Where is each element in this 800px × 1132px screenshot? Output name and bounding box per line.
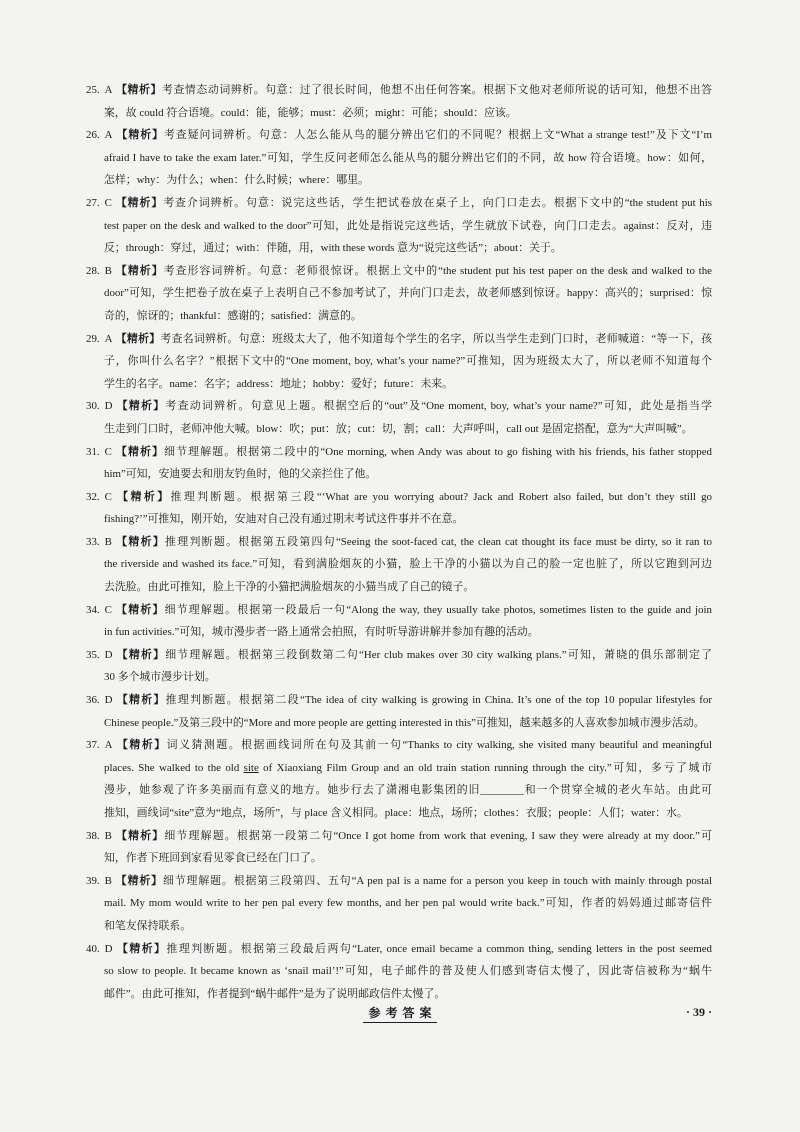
answer-letter: D: [104, 400, 113, 413]
analysis-tag: 【精析】: [115, 129, 164, 142]
answer-item: [86, 260, 712, 328]
line-text: him”可知，安迪要去和朋友钓鱼时，他的父亲拦住了他。: [104, 468, 377, 481]
page-number: · 39 ·: [685, 1005, 712, 1019]
text-line: [86, 192, 712, 215]
line-text: 细节理解题。根据第三段第四、五句“A pen pal is a name for a person you keep in touch with mainly through postal: [162, 874, 712, 887]
answer-item: [86, 192, 712, 260]
footer-title: 参考答案: [363, 1005, 436, 1023]
page-footer: [0, 1004, 800, 1024]
text-line: [104, 802, 712, 825]
line-text: 奇的，惊讶的；thankful：感谢的；satisfied：满意的。: [104, 309, 362, 322]
answer-item: [86, 79, 712, 124]
text-line: [104, 666, 712, 689]
analysis-tag: 【精析】: [115, 739, 167, 752]
text-line: [104, 305, 712, 328]
text-line: [86, 689, 712, 712]
answer-item: [86, 486, 712, 531]
text-line: [86, 644, 712, 667]
analysis-tag: 【精析】: [114, 829, 165, 842]
answer-letter: D: [104, 694, 113, 707]
line-text: 反；through：穿过，通过；with：伴随，用，with these words 意为“说完这些话”；about：关于。: [104, 242, 562, 255]
text-line: [104, 892, 712, 915]
answer-item: [86, 644, 712, 689]
line-text: afraid I have to take the exam later.”可知，学生反问老师怎么能从鸟的腿分辨出它们的不同，故 how 符合语境。how：如何，: [104, 151, 712, 164]
text-line: [86, 260, 712, 283]
text-line: [104, 215, 712, 238]
line-text: 漫步，她参观了许多美丽而有意义的地方。她步行去了潇湘电影集团的旧________和一个贯穿全城的老火车站。由此可: [104, 784, 712, 797]
text-line: [86, 599, 712, 622]
text-line: [86, 825, 712, 848]
text-line: [104, 847, 712, 870]
line-text: 考查情态动词辨析。句意：过了很长时间，他想不出任何答案。根据下文他对老师所说的话可知，他想不出答: [161, 84, 712, 96]
item-number: 33.: [86, 535, 100, 548]
item-number: 31.: [86, 445, 100, 458]
answer-letter: B: [104, 264, 112, 277]
text-line: [104, 282, 712, 305]
answer-item: [86, 441, 712, 486]
answer-letter: D: [104, 942, 113, 955]
line-text: 细节理解题。根据第二段中的“One morning, when Andy was about to go fishing with his friends, his father stopped: [164, 445, 712, 458]
answer-item: [86, 395, 712, 440]
text-line: [86, 124, 712, 147]
text-line: [104, 373, 712, 396]
line-text: 考查介词辨析。句意：说完这些话，学生把试卷放在桌子上，向门口走去。根据下文中的“the student put his: [163, 196, 712, 209]
analysis-tag: 【精析】: [114, 490, 171, 503]
item-number: 29.: [86, 332, 100, 345]
item-number: 27.: [86, 196, 100, 209]
item-number: 40.: [86, 942, 100, 955]
line-text: places. She walked to the old: [104, 761, 244, 774]
text-line: [86, 870, 712, 893]
text-line: [86, 395, 712, 418]
item-number: 37.: [86, 739, 100, 752]
item-number: 39.: [86, 874, 100, 887]
line-text: of Xiaoxiang Film Group and an old train station running through the city.”可知，多亏了城市: [258, 761, 712, 774]
text-line: [104, 508, 712, 531]
answer-letter: C: [104, 196, 112, 209]
analysis-tag: 【精析】: [114, 196, 164, 209]
answer-item: [86, 734, 712, 824]
text-line: [104, 960, 712, 983]
line-text: 推理判断题。根据第三段“‘What are you worrying about? Jack and Robert also failed, but don’t they still go: [170, 490, 712, 503]
analysis-tag: 【精析】: [115, 648, 166, 661]
text-line: [104, 915, 712, 938]
line-text: 考查名词辨析。句意：班级太大了，他不知道每个学生的名字，所以当学生走到门口时，老师喊道：“等一下，孩: [160, 332, 712, 345]
line-text: 30 多个城市漫步计划。: [104, 671, 216, 684]
line-text: door”可知，学生把卷子放在桌子上表明自己不参加考试了，并向门口走去，故老师感到惊讶。happy：高兴的；surprised：惊: [104, 287, 712, 300]
line-text: the riverside and washed its face.”可知，看到满脸烟灰的小猫，脸上干净的小猫以为自己的脸一定也脏了，所以它跑到河边: [104, 558, 712, 571]
answer-item: [86, 531, 712, 599]
item-number: 36.: [86, 694, 100, 707]
answer-letter: A: [104, 129, 113, 142]
line-text: 考查动词辨析。句意见上题。根据空后的“out”及“One moment, boy, what’s your name?”可知，此处是指当学: [165, 400, 712, 413]
line-text: 推理判断题。根据第五段第四句“Seeing the soot-faced cat, the clean cat thought its face must be dirty, so it ran to: [165, 535, 712, 548]
line-text: 细节理解题。根据第三段倒数第二句“Her club makes over 30 city walking plans.”可知，萧晓的俱乐部制定了: [165, 648, 712, 661]
analysis-tag: 【精析】: [114, 264, 164, 277]
answer-letter: B: [104, 874, 112, 887]
answer-item: [86, 689, 712, 734]
line-text: 子，你叫什么名字？”根据下文中的“One moment, boy, what’s your name?”可推知，因为班级太大了，所以老师不知道每个: [104, 355, 712, 368]
text-line: [104, 237, 712, 260]
line-text: 细节理解题。根据第一段第二句“Once I got home from work that evening, I saw they were already at my door.”可: [164, 829, 712, 842]
analysis-tag: 【精析】: [114, 874, 163, 887]
answer-list: [86, 79, 712, 1005]
item-number: 25.: [86, 84, 100, 96]
line-text: 去洗脸。由此可推知，脸上干净的小猫把满脸烟灰的小猫当成了自己的镜子。: [104, 581, 475, 594]
line-text: 邮件”。由此可推知，作者提到“蜗牛邮件”是为了说明邮政信件太慢了。: [104, 987, 446, 1000]
text-line: [104, 779, 712, 802]
answer-item: [86, 825, 712, 870]
analysis-tag: 【精析】: [115, 400, 166, 413]
line-text: mail. My mom would write to her pen pal every few months, and her pen pal would write back.”可知，作者的妈妈通过邮寄信件: [104, 897, 712, 910]
analysis-tag: 【精析】: [115, 84, 162, 96]
line-text: 推理判断题。根据第三段最后两句“Later, once email became a common thing, sending letters in the post seemed: [166, 942, 712, 955]
line-text: in fun activities.”可知，城市漫步者一路上通常会拍照，有时听导游讲解并参加有趣的活动。: [104, 626, 539, 639]
line-text: 考查疑问词辨析。句意：人怎么能从鸟的腿分辨出它们的不同呢？根据上文“What a strange test!”及下文“I’m: [163, 129, 712, 142]
text-line: [104, 102, 712, 125]
answer-letter: C: [104, 490, 112, 503]
text-line: [104, 350, 712, 373]
item-number: 34.: [86, 603, 100, 616]
answer-item: [86, 328, 712, 396]
analysis-tag: 【精析】: [114, 445, 165, 458]
line-text: 案，故 could 符合语境。could：能，能够；must：必须；might：可能；should：应该。: [104, 106, 517, 119]
analysis-tag: 【精析】: [115, 942, 167, 955]
text-line: [86, 441, 712, 464]
analysis-tag: 【精析】: [114, 603, 165, 616]
text-line: [104, 418, 712, 441]
analysis-tag: 【精析】: [114, 535, 166, 548]
line-text: 和笔友保持联系。: [104, 919, 192, 932]
line-text: fishing?’”可推知，刚开始，安迪对自己没有通过期末考试这件事并不在意。: [104, 513, 464, 526]
text-line: [86, 79, 712, 102]
analysis-tag: 【精析】: [115, 694, 166, 707]
answer-letter: A: [104, 332, 113, 345]
line-text: Chinese people.”及第三段中的“More and more people are getting interested in this”可推知，越来越多的人喜欢参加城市漫步活动。: [104, 716, 705, 729]
answer-letter: B: [104, 829, 112, 842]
text-line: [104, 983, 712, 1006]
answer-letter: A: [104, 84, 113, 96]
text-line: [104, 147, 712, 170]
line-text: 学生的名字。name：名字；address：地址；hobby：爱好；future：未来。: [104, 377, 454, 390]
line-text: 细节理解题。根据第一段最后一句“Along the way, they usually take photos, sometimes listen to the guide and join: [164, 603, 712, 616]
text-line: [104, 712, 712, 735]
answer-item: [86, 938, 712, 1006]
item-number: 38.: [86, 829, 100, 842]
item-number: 32.: [86, 490, 100, 503]
line-text: 推理判断题。根据第二段“The idea of city walking is growing in China. It’s one of the top 10 popular lifestyles for: [165, 694, 712, 707]
item-number: 28.: [86, 264, 100, 277]
line-text: 推知，画线词“site”意为“地点，场所”，与 place 含义相同。place：地点，场所；clothes：衣服；people：人们；water：水。: [104, 807, 688, 819]
answer-letter: C: [104, 603, 112, 616]
text-line: [104, 621, 712, 644]
text-line: [104, 169, 712, 192]
line-text: test paper on the desk and walked to the door”可知，此处是指说完这些话，学生就放下试卷，向门口走去。against：反对，违: [104, 219, 712, 232]
line-text: 词义猜测题。根据画线词所在句及其前一句“Thanks to city walking, she visited many beautiful and meaningful: [166, 739, 712, 752]
answer-item: [86, 599, 712, 644]
underlined-word: site: [243, 761, 259, 774]
analysis-tag: 【精析】: [115, 332, 161, 345]
line-text: 考查形容词辨析。句意：老师很惊讶。根据上文中的“the student put his test paper on the desk and walked to the: [163, 264, 712, 277]
text-line: [104, 463, 712, 486]
answer-letter: C: [104, 445, 112, 458]
item-number: 35.: [86, 648, 100, 661]
text-line: [86, 938, 712, 961]
answer-letter: D: [104, 648, 113, 661]
answer-letter: A: [104, 739, 113, 752]
answer-letter: B: [104, 535, 112, 548]
text-line: [104, 553, 712, 576]
line-text: 生走到门口时，老师冲他大喊。blow：吹；put：放；cut：切，割；call：大声呼叫，call out 是固定搭配，意为“大声叫喊”。: [104, 422, 693, 435]
text-line: [86, 486, 712, 509]
text-line: [86, 734, 712, 757]
text-line: [86, 328, 712, 351]
item-number: 30.: [86, 400, 100, 413]
line-text: 知，作者下班回到家看见零食已经在门口了。: [104, 852, 322, 865]
answer-item: [86, 870, 712, 938]
text-line: [86, 531, 712, 554]
line-text: so slow to people. It became known as ‘snail mail’!”可知，电子邮件的普及使人们感到寄信太慢了，因此寄信被称为“蜗牛: [104, 965, 712, 978]
line-text: 怎样；why：为什么；when：什么时候；where：哪里。: [104, 174, 369, 187]
item-number: 26.: [86, 129, 100, 142]
text-line: [104, 576, 712, 599]
answer-item: [86, 124, 712, 192]
text-line: [104, 757, 712, 780]
